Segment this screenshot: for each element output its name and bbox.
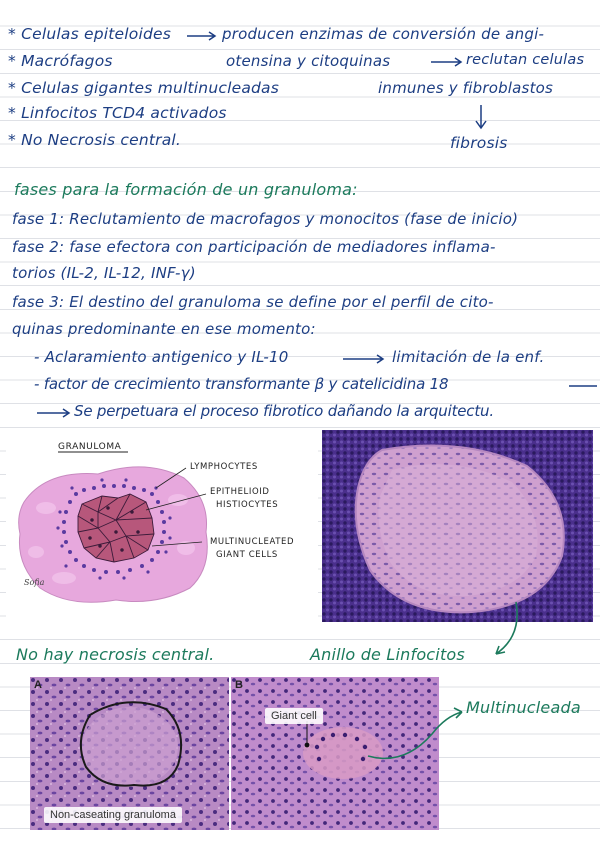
phases-title: fases para la formación de un granuloma:	[14, 180, 358, 199]
label-giant-cell: Giant cell	[265, 708, 323, 724]
diagram-title: GRANULOMA	[58, 442, 122, 452]
arrow-right-icon	[342, 354, 386, 364]
note-fibrosis: fibrosis	[450, 134, 508, 152]
note-enzymes-text: producen enzimas de conversión de angi-	[222, 25, 545, 43]
note-item-macrophages: * Macrófagos	[8, 52, 113, 70]
histology-panel-a	[30, 677, 229, 830]
label-multinucleated-2: GIANT CELLS	[216, 550, 278, 560]
epithelioid-core	[78, 494, 154, 562]
arrow-down-icon	[474, 104, 488, 130]
label-lymphocytes: LYMPHOCYTES	[190, 462, 258, 472]
label-epithelioid-1: EPITHELIOID	[210, 487, 270, 497]
curved-arrow-icon	[364, 700, 468, 764]
arrow-right-icon	[430, 57, 464, 67]
phase-3-cont: quinas predominante en ese momento:	[12, 320, 316, 338]
phase-1: fase 1: Reclutamiento de macrofagos y monocitos (fase de inicio)	[12, 210, 519, 228]
caption-no-necrosis: No hay necrosis central.	[16, 645, 215, 664]
phase-3-sub-1: - Aclaramiento antigenico y IL-10	[34, 348, 289, 366]
histology-lymphocyte-ring-image	[322, 430, 593, 622]
phase-2-cont: torios (IL-2, IL-12, INF-γ)	[12, 264, 196, 282]
granuloma-diagram	[6, 428, 318, 622]
arrow-right-icon	[36, 408, 72, 418]
caption-lymphocyte-ring: Anillo de Linfocitos	[310, 645, 465, 664]
note-item-lymphocytes: * Linfocitos TCD4 activados	[8, 104, 227, 122]
label-non-caseating-granuloma: Non-caseating granuloma	[44, 807, 182, 823]
phase-3-sub-1-result: limitación de la enf.	[392, 348, 545, 366]
note-item-no-necrosis: * No Necrosis central.	[8, 131, 182, 149]
note-item-epithelioid: * Celulas epiteloides	[8, 25, 172, 43]
phase-2: fase 2: fase efectora con participación de mediadores inflama-	[12, 238, 496, 256]
note-recruit-text: reclutan celulas	[466, 52, 585, 68]
dash-line	[568, 384, 598, 388]
phase-3-sub-2: - factor de crecimiento transformante β y catelicidina 18	[34, 375, 449, 393]
note-enzymes-cont: otensina y citoquinas	[226, 52, 391, 70]
label-multinucleated-1: MULTINUCLEATED	[210, 537, 295, 547]
phase-3-sub-3: Se perpetuara el proceso fibrotico dañando la arquitectu.	[74, 402, 494, 420]
panel-tag-a: A	[34, 679, 42, 691]
panel-tag-b: B	[235, 679, 243, 691]
phase-3: fase 3: El destino del granuloma se define por el perfil de cito-	[12, 293, 494, 311]
curved-arrow-icon	[488, 600, 528, 660]
note-item-giant-cells: * Celulas gigantes multinucleadas	[8, 79, 280, 97]
note-recruit-cont: inmunes y fibroblastos	[378, 79, 554, 97]
artist-signature: Sofia	[24, 578, 45, 587]
caption-multinucleada: Multinucleada	[466, 698, 581, 717]
label-epithelioid-2: HISTIOCYTES	[216, 500, 279, 510]
arrow-right-icon	[186, 31, 218, 41]
